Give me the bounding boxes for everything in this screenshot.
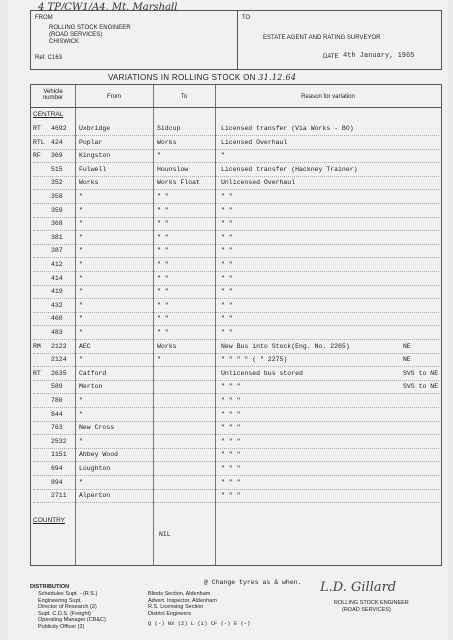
dist-item: District Engineers <box>148 610 192 617</box>
vehicle-number: 694 <box>51 465 63 472</box>
reason-cell: " " <box>221 288 233 296</box>
dist-item: Supt. C.D.S. (Freight) <box>38 610 91 617</box>
from-cell: " <box>79 315 83 323</box>
to-cell: " " <box>157 206 169 214</box>
vehicle-number: 359 <box>51 206 63 214</box>
signatory-title <box>334 600 409 613</box>
footnote: @ Change tyres as & when. <box>204 579 302 586</box>
vehicle-number: 4692 <box>51 125 67 132</box>
from-cell: " <box>79 233 83 241</box>
document-sheet <box>8 0 448 640</box>
allocation-note: SVS to NE <box>403 369 439 377</box>
from-cell: " <box>79 410 83 418</box>
header-rule <box>31 107 441 108</box>
to-cell: " " <box>157 274 169 282</box>
dist-item: Schedules Supt. - (R.S.) <box>38 591 98 597</box>
from-cell: " <box>79 397 83 404</box>
vehicle-class: RTL <box>33 138 45 146</box>
column-header-vehicle: Vehicle number <box>42 89 64 101</box>
from-cell: " <box>79 261 83 268</box>
title-text: VARIATIONS IN ROLLING STOCK ON <box>108 73 256 82</box>
to-cell: " " <box>157 288 169 296</box>
from-cell: Catford <box>79 369 107 377</box>
from-cell: AEC <box>79 342 91 350</box>
header-box <box>30 10 442 70</box>
vehicle-class: RT <box>33 369 41 377</box>
title-date: 31.12.64 <box>258 73 297 82</box>
reason-cell: " " <box>221 233 233 241</box>
row-rule <box>33 502 439 503</box>
vehicle-number: 424 <box>51 138 63 146</box>
to-cell: " " <box>157 220 169 228</box>
vehicle-number: 1151 <box>51 451 67 459</box>
reason-cell: " " " <box>221 465 241 472</box>
vehicle-number: 515 <box>51 165 63 173</box>
vehicle-number: 381 <box>51 233 63 241</box>
from-cell: Loughton <box>79 465 111 472</box>
vehicle-class: RT <box>33 125 41 132</box>
reason-cell: " " " <box>221 424 241 432</box>
date-value: 4th January, 1965 <box>343 52 415 60</box>
vehicle-number: 419 <box>51 288 63 296</box>
from-cell: " <box>79 301 83 309</box>
vehicle-number: 2635 <box>51 369 67 377</box>
reason-cell: " " " <box>221 397 241 404</box>
from-cell: Poplar <box>79 138 103 146</box>
from-cell: " <box>79 220 83 228</box>
from-cell: Uxbridge <box>79 125 111 132</box>
reason-cell: " " " <box>221 478 241 486</box>
vehicle-number: 894 <box>51 478 63 486</box>
nil-row <box>31 529 441 542</box>
from-line-2: (ROAD SERVICES) <box>49 32 103 38</box>
vehicle-number: 358 <box>51 193 63 200</box>
section-country: COUNTRY <box>33 517 66 524</box>
date-label: DATE <box>323 54 339 60</box>
column-header-from: From <box>107 94 121 100</box>
reason-cell: " " <box>221 261 233 268</box>
vehicle-number: 368 <box>51 220 63 228</box>
reason-cell: " " <box>221 206 233 214</box>
column-header-reason: Reason for variation <box>301 94 355 100</box>
vehicle-number: 483 <box>51 329 63 336</box>
to-cell: " " <box>157 247 169 255</box>
vehicle-number: 844 <box>51 410 63 418</box>
vehicle-number: 414 <box>51 274 63 282</box>
vehicle-number: 352 <box>51 179 63 187</box>
from-cell: Kingston <box>79 152 111 160</box>
vehicle-number: 780 <box>51 397 63 404</box>
reason-cell: " " " <box>221 451 241 459</box>
dist-item: Director of Research (2) <box>38 604 97 610</box>
to-cell: Works <box>157 138 177 146</box>
from-cell: New Cross <box>79 424 115 432</box>
reason-cell: Licensed transfer (Hackney Trainer) <box>221 165 358 173</box>
reason-cell: " " " <box>221 383 241 391</box>
nil-entry: NIL <box>159 531 171 538</box>
vehicle-number: 387 <box>51 247 63 255</box>
from-cell: " <box>79 247 83 255</box>
vehicle-number: 589 <box>51 383 63 391</box>
to-cell: Works <box>157 342 177 350</box>
to-cell: " " <box>157 301 169 309</box>
signature: L.D. Gillard <box>320 580 397 595</box>
dist-item: Blinds Section, Aldenham <box>148 591 211 597</box>
dist-item: Operating Manager (CB&C) <box>38 617 106 623</box>
vehicle-number: 412 <box>51 261 63 268</box>
to-cell: " " <box>157 315 169 323</box>
sig-title-line: ROLLING STOCK ENGINEER <box>334 600 409 606</box>
distribution-label: DISTRIBUTION <box>30 584 70 590</box>
reason-cell: Unlicensed Overhaul <box>221 179 296 187</box>
allocation-note: SVS to NE <box>403 383 439 391</box>
reason-cell: " " " <box>221 410 241 418</box>
reason-cell: Licensed transfer (Via Works - BO) <box>221 125 354 132</box>
handwritten-annotation: 4 TP/CW1/A4. Mt. Marshall <box>38 2 178 13</box>
vehicle-number: 460 <box>51 315 63 323</box>
variations-table <box>30 84 442 566</box>
section-central: CENTRAL <box>33 111 64 118</box>
vehicle-number: 432 <box>51 301 63 309</box>
from-cell: Fulwell <box>79 165 107 173</box>
reason-cell: " " " <box>221 492 241 500</box>
vehicle-number: 2122 <box>51 342 67 350</box>
from-cell: " <box>79 288 83 296</box>
distribution-list-1 <box>38 591 106 630</box>
reason-cell: New Bus into Stock(Eng. No. 2265) <box>221 342 350 350</box>
header-divider <box>237 11 238 69</box>
allocation-note: NE <box>403 342 411 350</box>
from-line-1: ROLLING STOCK ENGINEER <box>49 25 131 31</box>
from-cell: " <box>79 437 83 445</box>
from-cell: " <box>79 329 83 336</box>
reason-cell: Unlicensed bus stored <box>221 369 303 377</box>
reason-cell: " " <box>221 301 233 309</box>
from-cell: Alperton <box>79 492 111 500</box>
column-header-to: To <box>180 94 188 100</box>
reason-cell: " " <box>221 220 233 228</box>
to-recipient: ESTATE AGENT AND RATING SURVEYOR <box>263 35 381 41</box>
to-cell: " <box>157 152 161 160</box>
reason-cell: " " <box>221 274 233 282</box>
reason-cell: " " <box>221 193 233 200</box>
from-cell: " <box>79 478 83 486</box>
allocation-note: NE <box>403 356 411 364</box>
from-label: FROM <box>35 15 53 21</box>
dist-item: Publicity Officer (2) <box>38 623 85 630</box>
to-cell: Sidcup <box>157 125 181 132</box>
from-cell: " <box>79 206 83 214</box>
vehicle-number: 2532 <box>51 437 67 445</box>
to-cell: " <box>157 356 161 364</box>
reason-cell: " " <box>221 247 233 255</box>
to-cell: Works Float <box>157 179 200 187</box>
reason-cell: " " <box>221 329 233 336</box>
vehicle-number: 2711 <box>51 492 67 500</box>
vehicle-number: 2124 <box>51 356 67 364</box>
to-label: TO <box>242 15 251 21</box>
from-cell: Merton <box>79 383 103 391</box>
to-cell: " " <box>157 329 169 336</box>
from-cell: " <box>79 356 83 364</box>
to-cell: " " <box>157 261 169 268</box>
to-cell: Hounslow <box>157 165 189 173</box>
reason-cell: " " " <box>221 437 241 445</box>
to-cell: " " <box>157 233 169 241</box>
dist-item: R.S. Licensing Section <box>148 604 204 610</box>
vehicle-class: RF <box>33 152 41 160</box>
sig-title-line: (ROAD SERVICES) <box>342 606 391 613</box>
from-cell: Works <box>79 179 99 187</box>
distribution-codes: Q (-) NX (2) L (1) CF (-) E (-) <box>148 620 251 627</box>
from-cell: Abbey Wood <box>79 451 119 459</box>
reason-cell: Licensed Overhaul <box>221 138 288 146</box>
distribution-list-2 <box>148 591 217 617</box>
reason-cell: " <box>221 152 225 160</box>
from-cell: " <box>79 193 83 200</box>
vehicle-number: 763 <box>51 424 63 432</box>
from-cell: " <box>79 274 83 282</box>
ref-number: Ref. C163 <box>35 55 63 61</box>
reason-cell: " " <box>221 315 233 323</box>
dist-item: Engineering Supt. <box>38 597 82 604</box>
vehicle-number: 369 <box>51 152 63 160</box>
document-title <box>108 73 296 82</box>
from-line-3: CHISWICK <box>49 39 79 45</box>
dist-item: Advert. Inspector, Aldenham <box>148 597 217 604</box>
reason-cell: " " " " ( " 2275) <box>221 356 288 364</box>
to-cell: " " <box>157 193 169 200</box>
vehicle-class: RM <box>33 342 41 350</box>
